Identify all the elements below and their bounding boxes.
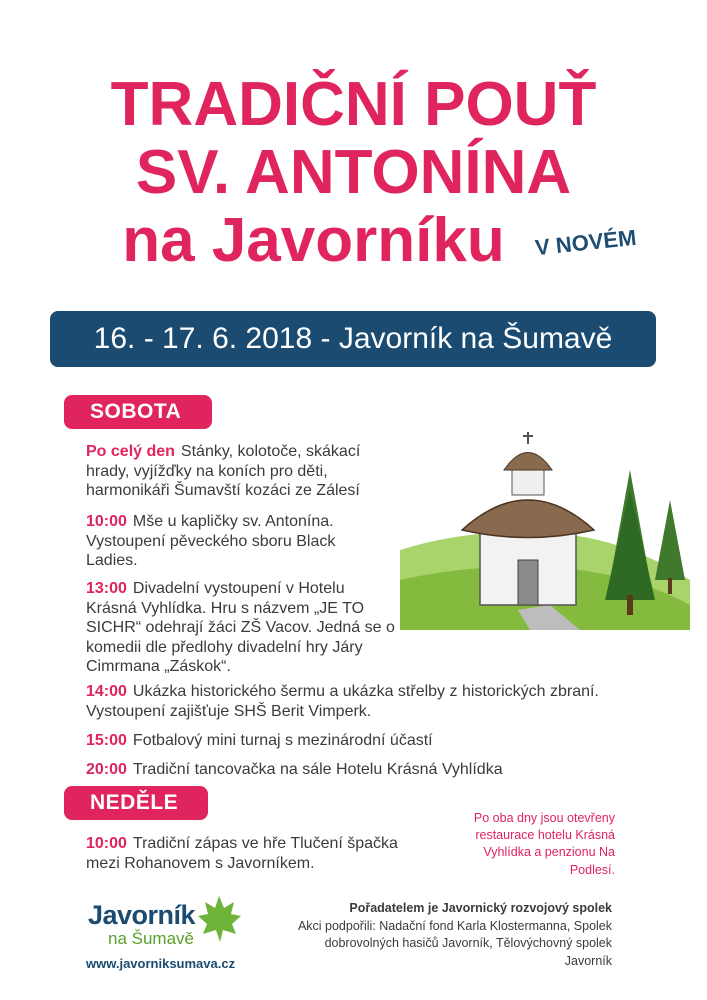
tree-icon: [605, 470, 655, 615]
event-item: [86, 442, 401, 501]
chapel-illustration: [400, 430, 690, 630]
event-text: Tradiční zápas ve hře Tlučení špačka mezi Rohanovem s Javorníkem.: [86, 835, 398, 872]
logo-subtitle: na Šumavě: [108, 929, 194, 948]
event-text: Stánky, kolotoče, skákací hrady, vyjížďky na koních pro děti, harmonikáři Šumavští kozáci ze Zálesí: [86, 443, 361, 500]
event-time: 15:00: [86, 732, 127, 749]
date-banner: 16. - 17. 6. 2018 - Javorník na Šumavě: [50, 311, 656, 367]
event-time: 13:00: [86, 580, 127, 597]
website-link[interactable]: www.javorniksumava.cz: [86, 956, 236, 971]
event-text: Mše u kapličky sv. Antonína. Vystoupení pěveckého sboru Black Ladies.: [86, 513, 336, 570]
sunday-label: NEDĚLE: [64, 786, 208, 820]
organizer-text: Pořadatelem je Javornický rozvojový spolek: [349, 901, 612, 915]
event-text: Ukázka historického šermu a ukázka střelby z historických zbraní. Vystoupení zajišťuje SHŠ Berit Vimperk.: [86, 683, 599, 720]
maple-leaf-icon: [196, 894, 242, 944]
title-line-3: na Javorníku: [122, 206, 505, 275]
event-text: Fotbalový mini turnaj s mezinárodní účastí: [132, 732, 433, 749]
event-item: [86, 834, 426, 873]
event-item: [86, 731, 616, 751]
event-time: 10:00: [86, 835, 127, 852]
event-text: Divadelní vystoupení v Hotelu Krásná Vyhlídka. Hru s názvem „JE TO SICHR“ odehrají žáci ZŠ Vacov. Jedná se o komedii dle předlohy divadelní hry Járy Cimrmana „Záskok“.: [86, 580, 395, 676]
event-time: Po celý den: [86, 443, 175, 460]
restaurant-note: Po oba dny jsou otevřeny restaurace hotelu Krásná Vyhlídka a penzionu Na Podlesí.: [473, 811, 615, 877]
event-time: 14:00: [86, 683, 127, 700]
chapel-door: [518, 560, 538, 605]
tree-icon: [655, 500, 685, 594]
title-line-2: SV. ANTONÍNA: [135, 138, 572, 207]
footer-credits: [290, 900, 612, 970]
event-text: Tradiční tancovačka na sále Hotelu Krásná Vyhlídka: [132, 761, 503, 778]
tower-roof: [504, 453, 552, 471]
new-tag: V NOVÉM: [533, 224, 638, 261]
event-item: [86, 512, 386, 571]
event-time: 10:00: [86, 513, 127, 530]
saturday-label: SOBOTA: [64, 395, 212, 429]
event-item: [86, 579, 396, 677]
title-line-1: TRADIČNÍ POUŤ: [110, 70, 597, 139]
event-item: [86, 760, 616, 780]
supporters-text: Akci podpořili: Nadační fond Karla Klostermanna, Spolek dobrovolných hasičů Javorník, Tělovýchovný spolek Javorník: [297, 918, 612, 968]
logo-name: Javorník: [88, 900, 196, 930]
event-time: 20:00: [86, 761, 127, 778]
event-item: [86, 682, 616, 721]
chapel-roof: [462, 500, 594, 538]
